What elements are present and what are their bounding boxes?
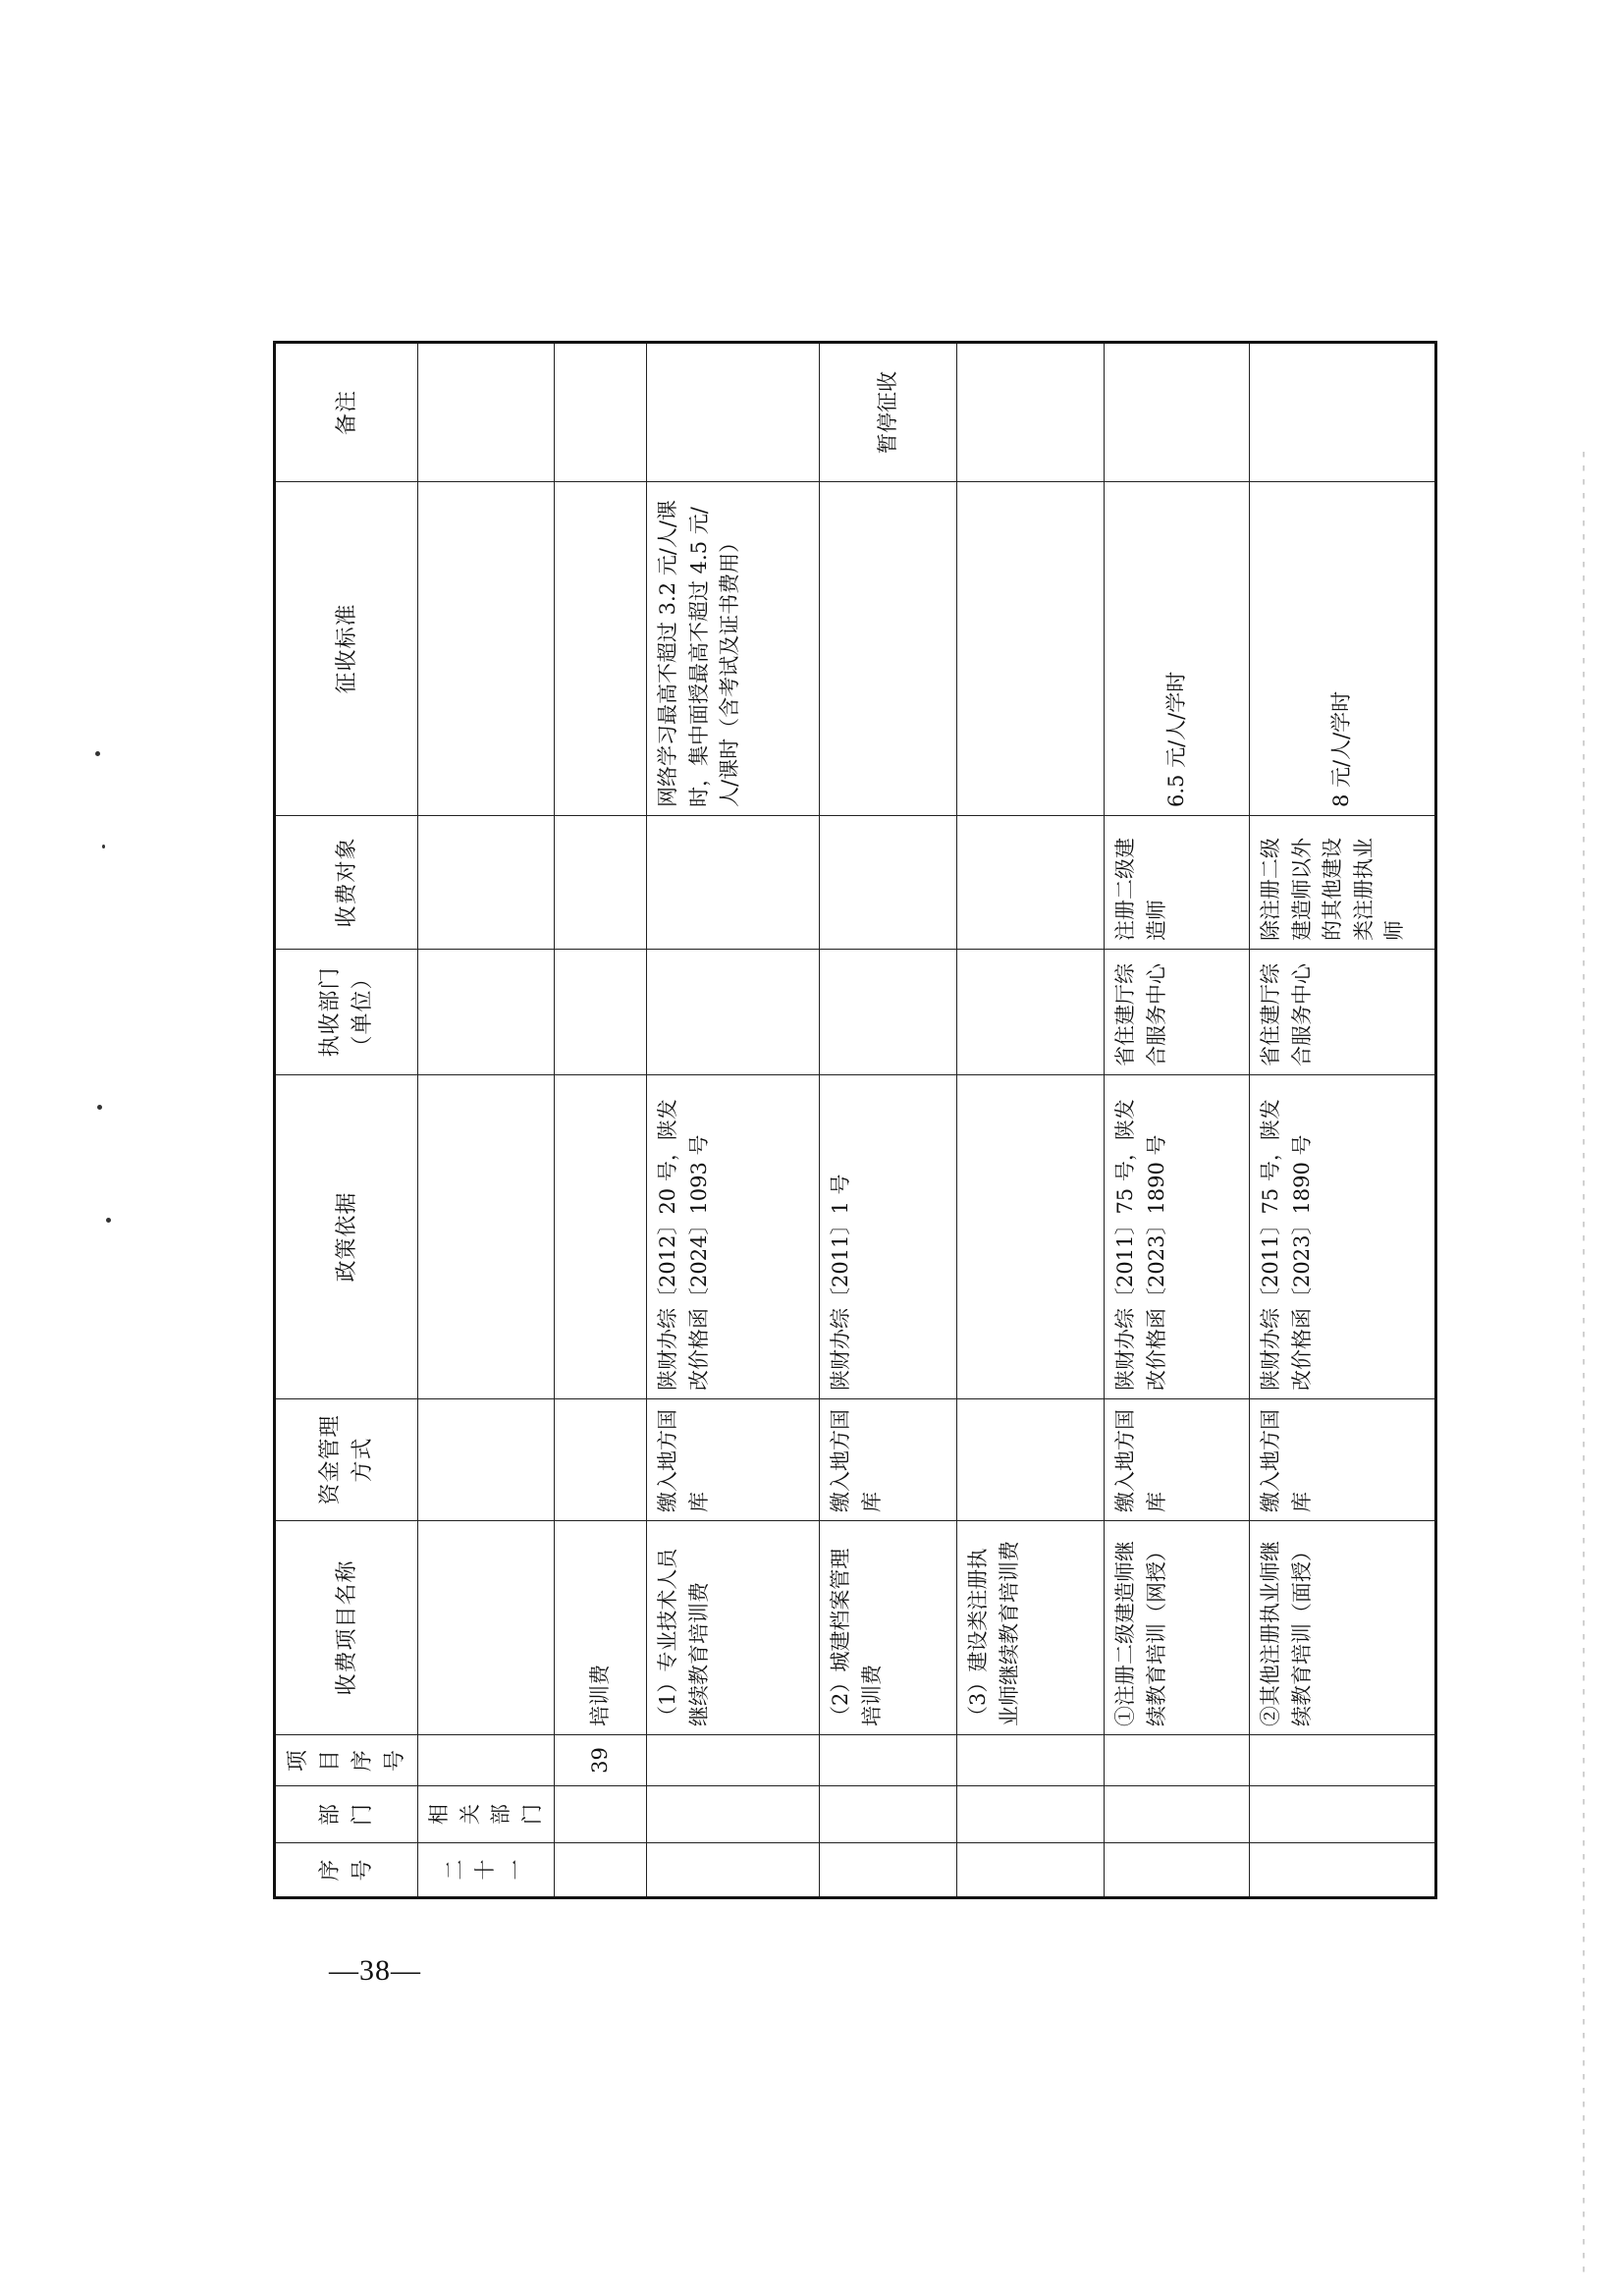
cell-policy [418, 1075, 555, 1399]
cell-remark [957, 343, 1105, 482]
cell-fund-mgmt [418, 1399, 555, 1521]
cell-standard [820, 482, 957, 816]
cell-payer [647, 816, 820, 950]
cell-payer [957, 816, 1105, 950]
cell-dept [820, 1786, 957, 1843]
cell-collector [418, 950, 555, 1075]
cell-fund-mgmt: 缴入地方国库 [1250, 1399, 1436, 1521]
cell-standard: 6.5 元/人/学时 [1105, 482, 1250, 816]
cell-collector [820, 950, 957, 1075]
table-row [647, 343, 820, 1898]
cell-seq [647, 1843, 820, 1898]
cell-standard [418, 482, 555, 816]
cell-standard: 8 元/人/学时 [1250, 482, 1436, 816]
scan-speck [97, 1105, 102, 1110]
cell-policy [555, 1075, 647, 1399]
cell-item-name [418, 1521, 555, 1735]
cell-item-name: （3）建设类注册执业师继续教育培训费 [957, 1521, 1105, 1735]
table-row [555, 343, 647, 1898]
cell-item-no [1105, 1735, 1250, 1786]
header-dept: 部门 [275, 1786, 418, 1843]
cell-remark [418, 343, 555, 482]
table-row [957, 343, 1105, 1898]
header-collector: 执收部门（单位） [275, 950, 418, 1075]
header-item-no: 项目序号 [275, 1735, 418, 1786]
cell-policy: 陕财办综〔2012〕20 号，陕发改价格函〔2024〕1093 号 [647, 1075, 820, 1399]
fee-table [273, 341, 1437, 1899]
header-policy: 政策依据 [275, 1075, 418, 1399]
header-seq: 序号 [275, 1843, 418, 1898]
table-row [1250, 343, 1436, 1898]
cell-remark: 暂停征收 [820, 343, 957, 482]
cell-dept [647, 1786, 820, 1843]
cell-item-no [820, 1735, 957, 1786]
cell-seq [957, 1843, 1105, 1898]
cell-item-no [1250, 1735, 1436, 1786]
cell-item-no [647, 1735, 820, 1786]
scan-speck [102, 845, 105, 848]
cell-dept [1250, 1786, 1436, 1843]
header-remark: 备注 [275, 343, 418, 482]
cell-remark [1105, 343, 1250, 482]
fee-table-container [273, 344, 1406, 1899]
cell-fund-mgmt: 缴入地方国库 [647, 1399, 820, 1521]
cell-dept [1105, 1786, 1250, 1843]
cell-payer [555, 816, 647, 950]
cell-policy: 陕财办综〔2011〕75 号，陕发改价格函〔2023〕1890 号 [1250, 1075, 1436, 1399]
scan-speck [95, 751, 100, 756]
cell-collector [647, 950, 820, 1075]
cell-dept [957, 1786, 1105, 1843]
cell-payer [820, 816, 957, 950]
cell-fund-mgmt: 缴入地方国库 [1105, 1399, 1250, 1521]
cell-policy: 陕财办综〔2011〕75 号，陕发改价格函〔2023〕1890 号 [1105, 1075, 1250, 1399]
cell-policy [957, 1075, 1105, 1399]
table-row [1105, 343, 1250, 1898]
cell-fund-mgmt: 缴入地方国库 [820, 1399, 957, 1521]
cell-seq [820, 1843, 957, 1898]
cell-collector: 省住建厅综合服务中心 [1250, 950, 1436, 1075]
cell-collector [555, 950, 647, 1075]
cell-item-name: ②其他注册执业师继续教育培训（面授） [1250, 1521, 1436, 1735]
cell-dept: 相关部门 [418, 1786, 555, 1843]
cell-standard [957, 482, 1105, 816]
cell-payer: 注册二级建造师 [1105, 816, 1250, 950]
cell-fund-mgmt [555, 1399, 647, 1521]
cell-seq [1105, 1843, 1250, 1898]
cell-item-no [957, 1735, 1105, 1786]
cell-item-name: ①注册二级建造师继续教育培训（网授） [1105, 1521, 1250, 1735]
cell-remark [647, 343, 820, 482]
scan-edge-line [1583, 452, 1585, 2278]
table-row [820, 343, 957, 1898]
page-number: —38— [329, 1954, 421, 1987]
cell-standard [555, 482, 647, 816]
cell-collector: 省住建厅综合服务中心 [1105, 950, 1250, 1075]
cell-seq [1250, 1843, 1436, 1898]
cell-item-no: 39 [555, 1735, 647, 1786]
cell-seq [555, 1843, 647, 1898]
cell-standard: 网络学习最高不超过 3.2 元/人/课时，集中面授最高不超过 4.5 元/人/课时（含考试及证书费用） [647, 482, 820, 816]
cell-item-no [418, 1735, 555, 1786]
scan-speck [106, 1218, 111, 1223]
table-row [418, 343, 555, 1898]
cell-payer: 除注册二级建造师以外的其他建设类注册执业师 [1250, 816, 1436, 950]
header-payer: 收费对象 [275, 816, 418, 950]
cell-item-name: 培训费 [555, 1521, 647, 1735]
cell-policy: 陕财办综〔2011〕1 号 [820, 1075, 957, 1399]
cell-fund-mgmt [957, 1399, 1105, 1521]
header-standard: 征收标准 [275, 482, 418, 816]
cell-remark [555, 343, 647, 482]
cell-item-name: （2）城建档案管理培训费 [820, 1521, 957, 1735]
cell-seq: 二十一 [418, 1843, 555, 1898]
cell-collector [957, 950, 1105, 1075]
cell-remark [1250, 343, 1436, 482]
cell-item-name: （1）专业技术人员继续教育培训费 [647, 1521, 820, 1735]
cell-dept [555, 1786, 647, 1843]
header-fund-mgmt: 资金管理方式 [275, 1399, 418, 1521]
table-header-row [275, 343, 418, 1898]
cell-payer [418, 816, 555, 950]
header-item-name: 收费项目名称 [275, 1521, 418, 1735]
